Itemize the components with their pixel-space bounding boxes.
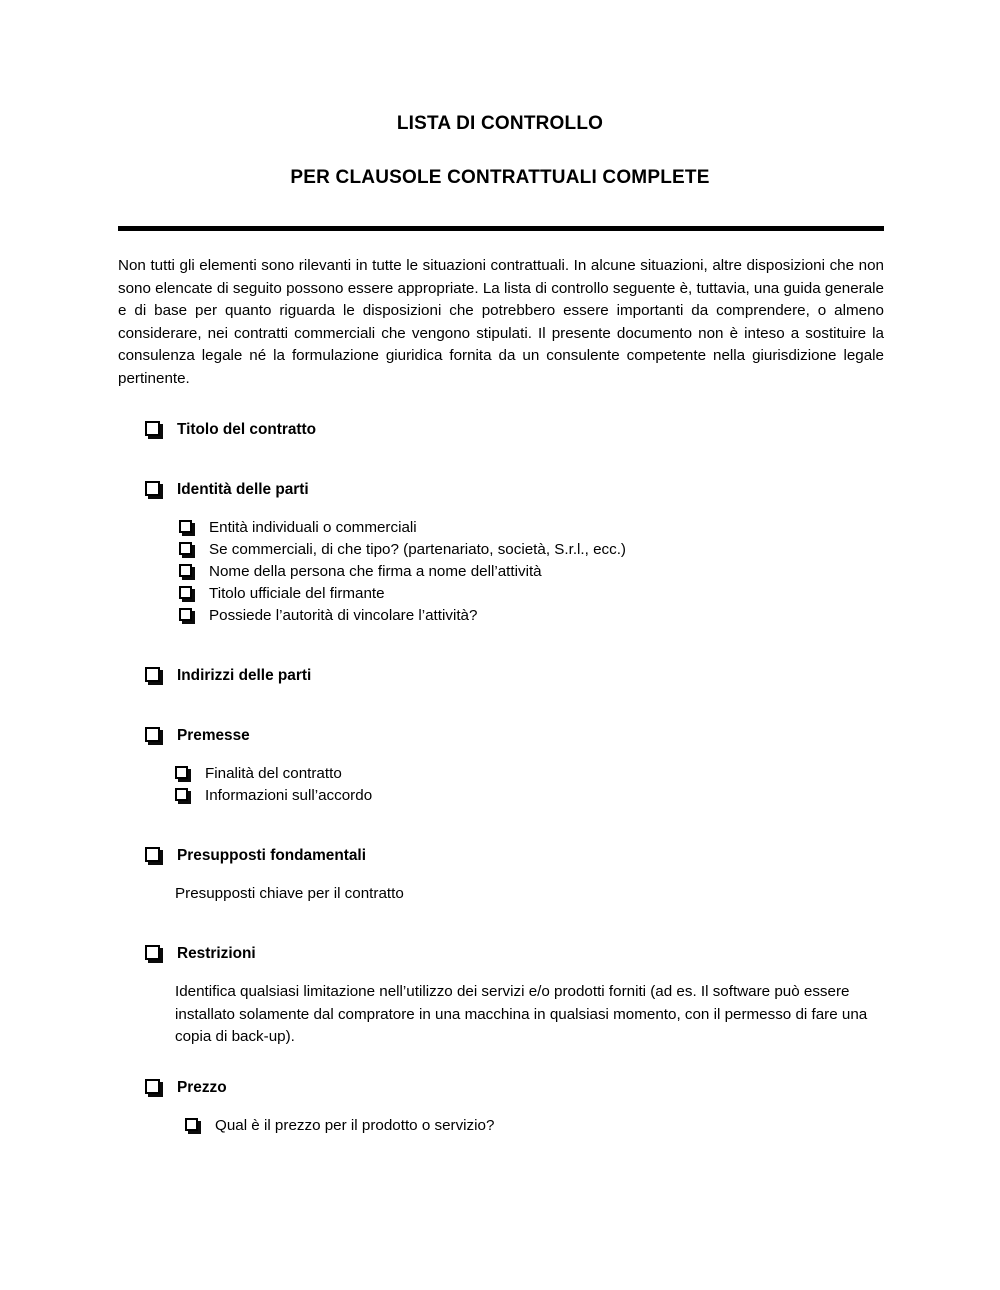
checkbox-icon[interactable]	[179, 520, 192, 533]
intro-paragraph: Non tutti gli elementi sono rilevanti in tutte le situazioni contrattuali. In alcune situazioni, altre disposizioni che non sono elencate di seguito possono essere appropriate. La lista di controllo seguente è, tuttavia, una guida generale e di base per quanto riguarda le disposizioni che potrebbero essere importanti da comprendere, o almeno considerare, nei contratti commerciali che vengono stipulati. Il presente documento non è inteso a sostituire la consulenza legale né la formulazione giuridica fornita da un consulente competente nella giurisdizione legale pertinente.	[118, 257, 884, 387]
section-identita-delle-parti	[0, 479, 1000, 627]
list-item[interactable]	[175, 763, 1000, 785]
checkbox-icon[interactable]	[175, 788, 188, 801]
section-indirizzi-delle-parti	[0, 665, 1000, 687]
checklist-heading-premesse[interactable]	[145, 725, 1000, 747]
checkbox-icon[interactable]	[145, 481, 160, 496]
checkbox-icon[interactable]	[179, 586, 192, 599]
spacer	[0, 747, 1000, 763]
checkbox-icon[interactable]	[179, 608, 192, 621]
checklist-heading-restrizioni[interactable]	[145, 943, 1000, 965]
section-note-presupposti: Presupposti chiave per il contratto	[175, 884, 404, 902]
page-subtitle: PER CLAUSOLE CONTRATTUALI COMPLETE	[290, 167, 710, 188]
checkbox-icon[interactable]	[145, 727, 160, 742]
checklist-heading-label: Presupposti fondamentali	[177, 846, 366, 864]
checklist-heading-label: Restrizioni	[177, 945, 256, 963]
spacer	[0, 965, 1000, 981]
checklist-heading-label: Premesse	[177, 726, 250, 744]
spacer	[0, 441, 1000, 479]
list-item[interactable]	[179, 517, 1000, 539]
checkbox-icon[interactable]	[145, 945, 160, 960]
list-item[interactable]	[179, 539, 1000, 561]
checklist-heading-titolo-del-contratto[interactable]	[145, 419, 1000, 441]
list-item-label: Se commerciali, di che tipo? (partenariato, società, S.r.l., ecc.)	[209, 540, 626, 558]
list-item-label: Informazioni sull’accordo	[205, 786, 373, 804]
section-presupposti-fondamentali	[0, 845, 1000, 906]
checkbox-icon[interactable]	[179, 542, 192, 555]
spacer	[0, 1049, 1000, 1063]
spacer	[0, 501, 1000, 517]
section-premesse	[0, 725, 1000, 807]
checklist-heading-presupposti-fondamentali[interactable]	[145, 845, 1000, 867]
checkbox-icon[interactable]	[145, 421, 160, 436]
checkbox-icon[interactable]	[185, 1118, 198, 1131]
list-item-label: Finalità del contratto	[205, 764, 342, 782]
spacer	[0, 905, 1000, 943]
checklist-heading-label: Identità delle parti	[177, 480, 309, 498]
checklist-heading-label: Prezzo	[177, 1078, 227, 1096]
checkbox-icon[interactable]	[175, 766, 188, 779]
checklist-heading-prezzo[interactable]	[145, 1077, 1000, 1099]
header-divider-wrap	[0, 190, 1000, 231]
list-item-label: Possiede l’autorità di vincolare l’attività?	[209, 606, 478, 624]
section-titolo-del-contratto	[0, 419, 1000, 441]
checkbox-icon[interactable]	[145, 667, 160, 682]
title-block	[0, 0, 1000, 190]
checklist-heading-label: Indirizzi delle parti	[177, 666, 312, 684]
checklist	[0, 391, 1000, 1137]
list-item[interactable]	[179, 561, 1000, 583]
section-prezzo	[0, 1077, 1000, 1137]
section-note-restrizioni: Identifica qualsiasi limitazione nell’utilizzo dei servizi e/o prodotti forniti (ad es. Il software può essere installato solamente dal compratore in una macchina in qualsiasi momento, con il permesso di fare una copia di back-up).	[175, 983, 868, 1046]
spacer	[0, 1099, 1000, 1115]
list-item-label: Qual è il prezzo per il prodotto o servizio?	[215, 1116, 495, 1134]
list-item[interactable]	[179, 583, 1000, 605]
spacer	[0, 867, 1000, 883]
spacer	[0, 807, 1000, 845]
list-item-label: Entità individuali o commerciali	[209, 518, 417, 536]
spacer	[0, 627, 1000, 665]
checkbox-icon[interactable]	[179, 564, 192, 577]
spacer	[0, 687, 1000, 725]
list-item-label: Titolo ufficiale del firmante	[209, 584, 385, 602]
checkbox-icon[interactable]	[145, 847, 160, 862]
list-item-label: Nome della persona che firma a nome dell’attività	[209, 562, 542, 580]
list-item[interactable]	[179, 605, 1000, 627]
list-item[interactable]	[175, 785, 1000, 807]
checklist-heading-indirizzi-delle-parti[interactable]	[145, 665, 1000, 687]
spacer	[0, 1063, 1000, 1077]
checkbox-icon[interactable]	[145, 1079, 160, 1094]
checklist-heading-label: Titolo del contratto	[177, 420, 317, 438]
page-title: LISTA DI CONTROLLO	[396, 113, 604, 134]
list-item[interactable]	[185, 1115, 1000, 1137]
section-restrizioni	[0, 943, 1000, 1049]
checklist-heading-identita-delle-parti[interactable]	[145, 479, 1000, 501]
